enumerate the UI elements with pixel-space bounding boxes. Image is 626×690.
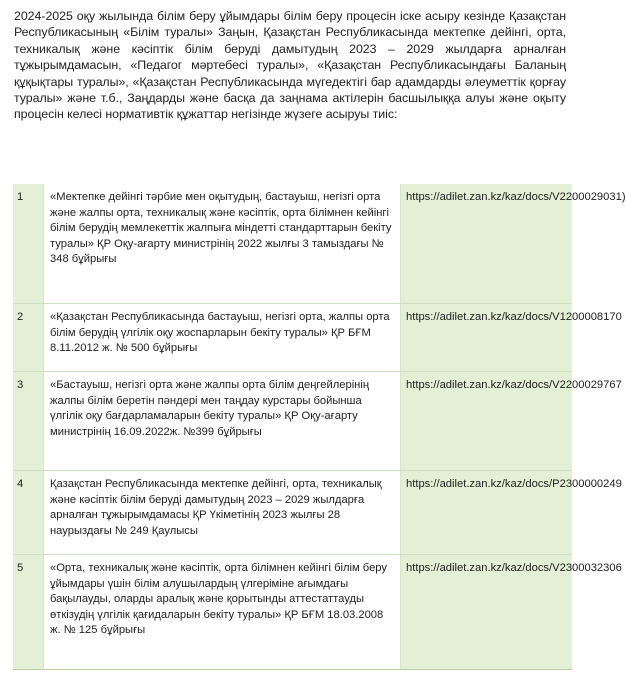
document-link[interactable]: https://adilet.zan.kz/kaz/docs/V2200029767	[406, 379, 622, 391]
document-description: Қазақстан Республикасында мектепке дейінгі, орта, техникалық және кәсіптік білім беруді дамытудың 2023 – 2029 жылдарға арналған тұжырымдамасы ҚР Үкіметінің 2023 жылғы 28 наурыздағы № 249 Қаулысы	[44, 471, 401, 555]
document-link[interactable]: https://adilet.zan.kz/kaz/docs/V1200008170	[406, 311, 622, 323]
document-link-cell	[401, 555, 622, 670]
normative-documents-table	[13, 184, 626, 670]
document-link-cell	[401, 372, 622, 471]
table-row	[13, 471, 572, 555]
table-row	[13, 304, 572, 372]
table-row	[13, 184, 572, 304]
document-link[interactable]: https://adilet.zan.kz/kaz/docs/P2300000249	[406, 478, 622, 490]
row-number: 4	[13, 471, 44, 555]
row-number: 2	[13, 304, 44, 372]
document-description: «Мектепке дейінгі тәрбие мен оқытудың, бастауыш, негізгі орта және жалпы орта, техникалық және кәсіптік, орта білімнен кейінгі білім берудің мемлекеттік жалпыға міндетті стандарттарын бекіту туралы» ҚР Оқу-ағарту министрінің 2022 жылғы 3 тамыздағы № 348 бұйрығы	[44, 184, 401, 304]
table-row	[13, 372, 572, 471]
document-link[interactable]: https://adilet.zan.kz/kaz/docs/V2200029031)	[406, 191, 626, 203]
document-description: «Бастауыш, негізгі орта және жалпы орта білім деңгейлерінің жалпы білім беретін пәндері мен таңдау курстары бойынша үлгілік оқу бағдарламаларын бекіту туралы» ҚР Оқу-ағарту министрінің 16.09.2022ж. №399 бұйрығы	[44, 372, 401, 471]
document-description: «Орта, техникалық және кәсіптік, орта білімнен кейінгі білім беру ұйымдары үшін білім алушылардың үлгеріміне ағымдағы бақылауды, оларды аралық және қорытынды аттестаттауды өткізудің үлгілік қағидаларын бекіту туралы» ҚР БҒМ 18.03.2008 ж. № 125 бұйрығы	[44, 555, 401, 670]
row-number: 3	[13, 372, 44, 471]
intro-paragraph: 2024-2025 оқу жылында білім беру ұйымдары білім беру процесін іске асыру кезінде Қазақстан Республикасының «Білім туралы» Заңын, Қазақстан Республикасында мектепке дейінгі, орта, техникалық және кәсіптік білім беруді дамытудың 2023 – 2029 жылдарға арналған тұжырымдамасын, «Педагог мәртебесі туралы», «Қазақстан Республикасындағы Баланың құқықтары туралы», «Қазақстан Республикасында мүгедектігі бар адамдарды әлеуметтік қорғау туралы» және т.б., Заңдарды және басқа да заңнама актілерін басшылыққа алуы және оқыту процесін келесі нормативтік құжаттар негізінде жүзеге асыруы тиіс:	[14, 9, 566, 122]
document-link[interactable]: https://adilet.zan.kz/kaz/docs/V2300032306	[406, 562, 622, 574]
row-number: 1	[13, 184, 44, 304]
document-description: «Қазақстан Республикасында бастауыш, негізгі орта, жалпы орта білім берудің үлгілік оқу жоспарларын бекіту туралы» ҚР БҒМ 8.11.2012 ж. № 500 бұйрығы	[44, 304, 401, 372]
document-link-cell	[401, 471, 622, 555]
document-link-cell	[401, 304, 622, 372]
row-number: 5	[13, 555, 44, 670]
document-link-cell	[401, 184, 626, 304]
table-row	[13, 555, 572, 670]
